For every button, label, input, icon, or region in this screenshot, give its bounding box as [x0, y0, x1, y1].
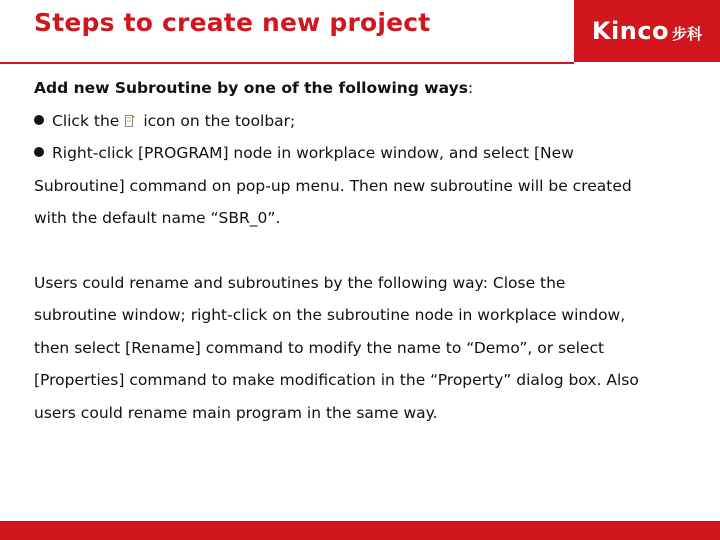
bullet-item-toolbar [34, 105, 684, 138]
bullet-dot-icon [34, 115, 44, 125]
bullet-dot-icon [34, 147, 44, 157]
logo-latin-text: Kinco [591, 17, 670, 45]
rename-paragraph-line5: users could rename main program in the same way. [34, 403, 438, 422]
lead-line [34, 72, 684, 105]
kinco-logo [574, 0, 720, 62]
slide-body [34, 72, 684, 429]
paragraph-gap [34, 235, 684, 267]
rename-paragraph-line4: [Properties] command to make modification in the “Property” dialog box. Also [34, 371, 639, 389]
page-title: Steps to create new project [34, 8, 431, 37]
bullet2-line3: with the default name “SBR_0”. [34, 209, 281, 227]
rename-paragraph-line1: Users could rename and subroutines by the following way: Close the [34, 273, 566, 292]
rename-paragraph-line3: then select [Rename] command to modify the name to “Demo”, or select [34, 338, 605, 357]
lead-colon: : [467, 79, 474, 97]
rename-paragraph-line2: subroutine window; right-click on the subroutine node in workplace window, [34, 306, 626, 324]
footer-bar [0, 521, 720, 540]
bullet-item-rightclick [34, 137, 684, 170]
logo-cjk-text: 步科 [672, 24, 703, 43]
bullet1-text-before: Click the [52, 111, 120, 130]
title-divider [0, 62, 574, 64]
new-subroutine-icon [125, 106, 135, 118]
bullet1-text-after: icon on the toolbar; [143, 111, 296, 130]
bullet2-line1: Right-click [PROGRAM] node in workplace window, and select [New [52, 144, 574, 162]
bullet2-line2: Subroutine] command on pop-up menu. Then new subroutine will be created [34, 176, 632, 195]
lead-text: Add new Subroutine by one of the following ways [34, 79, 468, 97]
